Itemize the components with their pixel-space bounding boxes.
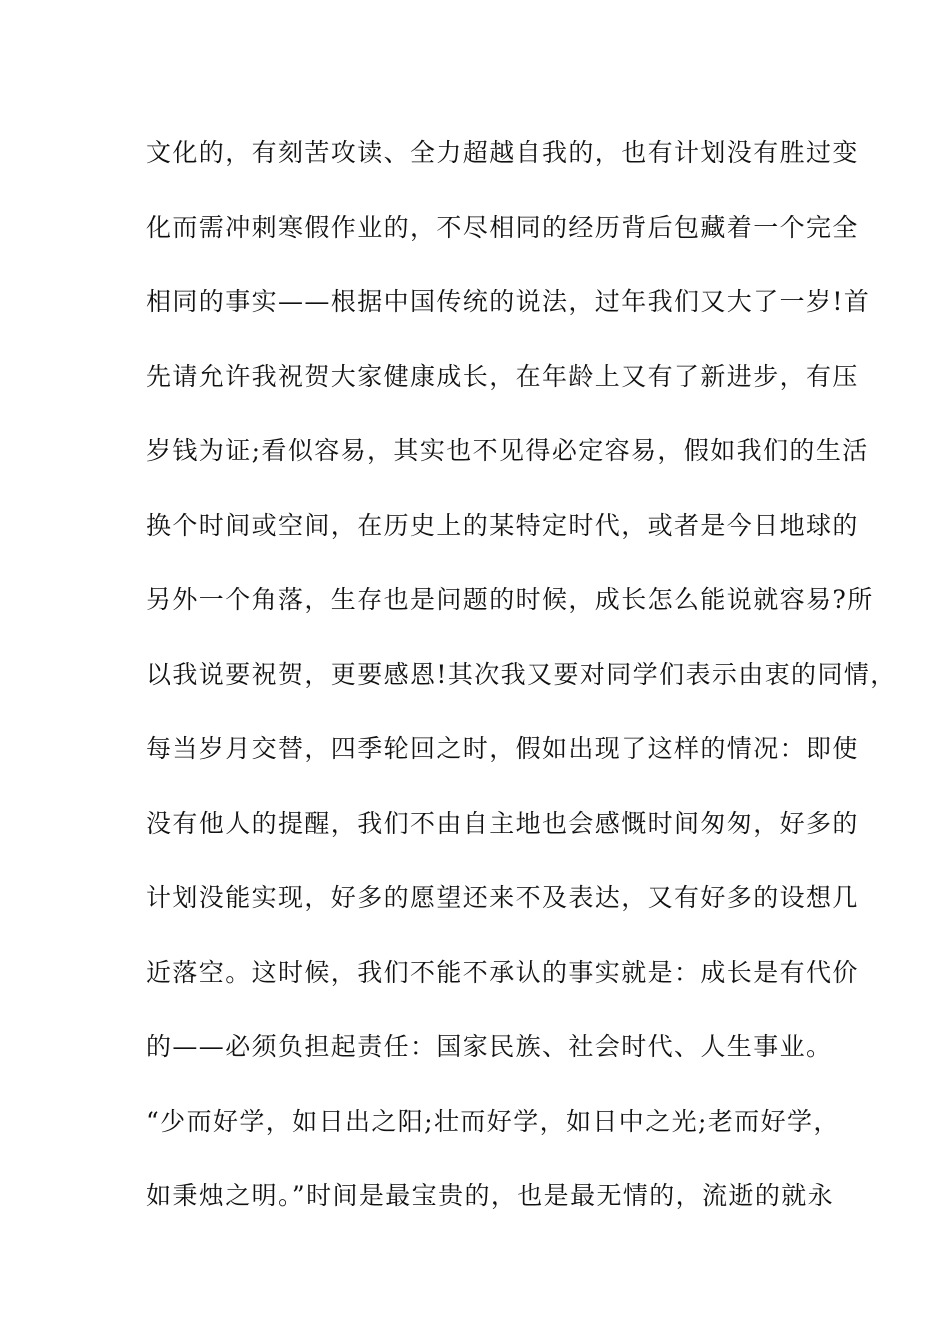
text-line-1: 文化的，有刻苦攻读、全力超越自我的，也有计划没有胜过变 xyxy=(146,138,859,167)
text-line-9: 每当岁月交替，四季轮回之时，假如出现了这样的情况：即使 xyxy=(146,734,859,763)
text-line-6: 换个时间或空间，在历史上的某特定时代，或者是今日地球的 xyxy=(146,510,859,540)
text-line-15: 如秉烛之明。”时间是最宝贵的，也是最无情的，流逝的就永 xyxy=(146,1181,835,1210)
text-line-8: 以我说要祝贺，更要感恩!其次我又要对同学们表示由衷的同情， xyxy=(146,659,897,689)
text-line-13: 的——必须负担起责任：国家民族、社会时代、人生事业。 xyxy=(146,1032,833,1061)
body-text xyxy=(146,133,897,1251)
text-line-11: 计划没能实现，好多的愿望还来不及表达，又有好多的设想几 xyxy=(146,883,859,912)
text-line-14: “少而好学，如日出之阳;壮而好学，如日中之光;老而好学， xyxy=(146,1106,840,1136)
text-line-12: 近落空。这时候，我们不能不承认的事实就是：成长是有代价 xyxy=(146,957,859,987)
text-line-10: 没有他人的提醒，我们不由自主地也会感慨时间匆匆，好多的 xyxy=(146,808,859,838)
text-line-7: 另外一个角落，生存也是问题的时候，成长怎么能说就容易?所 xyxy=(146,585,874,614)
text-line-2: 化而需冲刺寒假作业的，不尽相同的经历背后包藏着一个完全 xyxy=(146,212,859,242)
text-line-3: 相同的事实——根据中国传统的说法，过年我们又大了一岁!首 xyxy=(146,287,871,316)
text-line-4: 先请允许我祝贺大家健康成长，在年龄上又有了新进步，有压 xyxy=(146,361,859,391)
text-line-5: 岁钱为证;看似容易，其实也不见得必定容易，假如我们的生活 xyxy=(146,436,869,465)
